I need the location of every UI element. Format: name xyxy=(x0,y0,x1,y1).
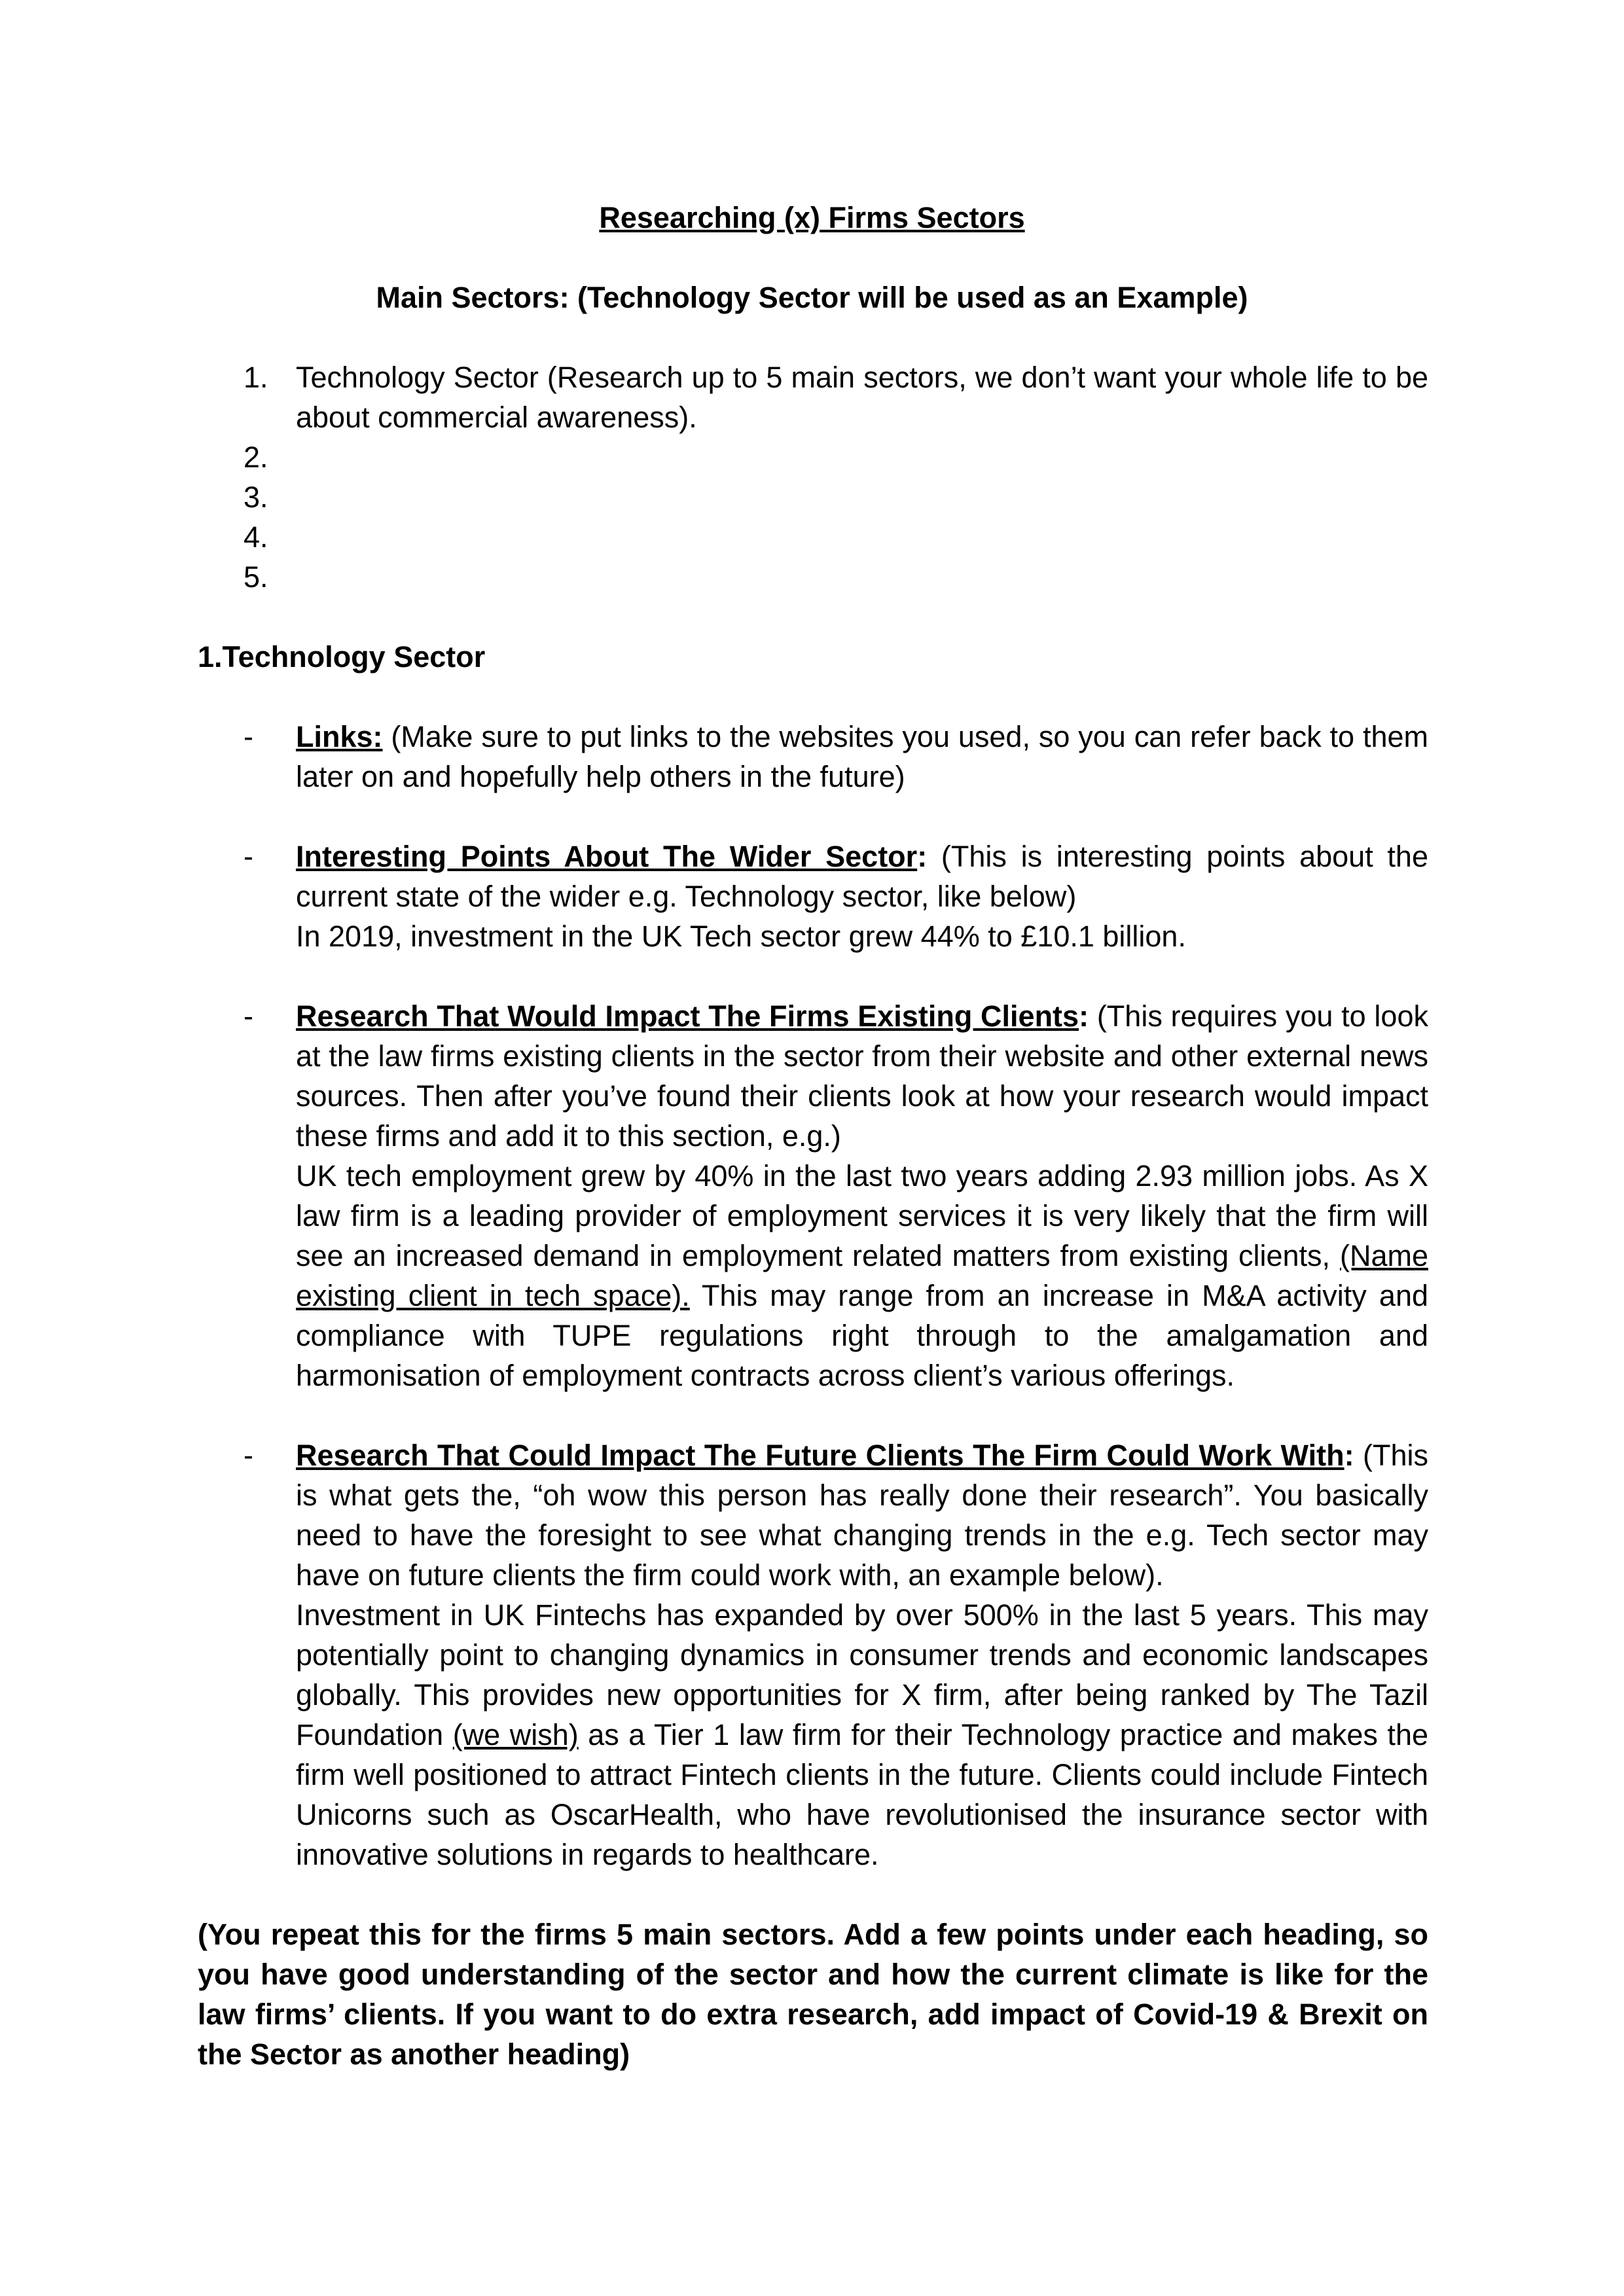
example-text: as a Tier 1 law firm for their Technology practice and makes the firm well positioned to attract Fintech clients in the future. Clients could include Fintech Unicorns such as OscarHealth, who have revolutionised the insurance sector with innovative solutions in regards to healthcare. xyxy=(296,1718,1428,1871)
bullet-links xyxy=(244,717,1428,797)
bullet-dash: - xyxy=(244,840,253,873)
bullet-heading-colon: : xyxy=(1344,1439,1354,1472)
section-heading: 1.Technology Sector xyxy=(198,640,486,673)
bullet-body xyxy=(296,836,1428,956)
list-item-number: 5. xyxy=(244,560,268,594)
bullet-intro-line xyxy=(296,836,1428,916)
sector-numbered-list xyxy=(244,357,1428,597)
bullet-body xyxy=(296,996,1428,1395)
bullet-heading: Research That Could Impact The Future Clients The Firm Could Work With xyxy=(296,1439,1344,1472)
example-text: UK tech employment grew by 40% in the last two years adding 2.93 million jobs. As X law firm is a leading provider of employment services it is very likely that the firm will see an increased demand in employment related matters from existing clients, xyxy=(296,1159,1428,1272)
bullet-body xyxy=(296,717,1428,797)
document-subtitle: Main Sectors: (Technology Sector will be used as an Example) xyxy=(376,281,1248,314)
list-item xyxy=(244,517,1428,557)
list-item xyxy=(244,557,1428,597)
bullet-heading: Links: xyxy=(296,720,383,753)
bullet-example xyxy=(296,1156,1428,1395)
list-item-number: 2. xyxy=(244,440,268,474)
bullet-future-clients xyxy=(244,1435,1428,1874)
example-text: This may range from an increase in M&A activity and compliance with TUPE regulations right through to the amalgamation and harmonisation of employment contracts across client’s various offerings. xyxy=(296,1279,1429,1392)
bullet-dash: - xyxy=(244,720,253,753)
bullet-existing-clients xyxy=(244,996,1428,1395)
bullet-example: In 2019, investment in the UK Tech sector grew 44% to £10.1 billion. xyxy=(296,920,1186,953)
bullet-example xyxy=(296,1595,1428,1874)
list-item xyxy=(244,357,1428,437)
bullet-intro-line xyxy=(296,1435,1428,1595)
example-underlined: (we wish) xyxy=(452,1718,579,1751)
bullet-body xyxy=(296,1435,1428,1874)
list-item xyxy=(244,437,1428,477)
example-text: Investment in UK Fintechs has expanded by over 500% in the last 5 years. This may potentially point to changing dynamics in consumer trends and economic landscapes globally. This provides new opportunities for X firm, after being ranked by The Tazil Foundation xyxy=(296,1598,1428,1751)
bullet-intro: (This is what gets the, “oh wow this person has really done their research”. You basically need to have the foresight to see what changing trends in the e.g. Tech sector may have on future clients the firm could work with, an example below). xyxy=(296,1439,1428,1592)
bullet-heading: Research That Would Impact The Firms Existing Clients xyxy=(296,999,1079,1033)
bullet-intro: (Make sure to put links to the websites you used, so you can refer back to them later on and hopefully help others in the future) xyxy=(296,720,1428,793)
closing-note: (You repeat this for the firms 5 main sectors. Add a few points under each heading, so you have good understanding of the sector and how the current climate is like for the law firms’ clients. If you want to do extra research, add impact of Covid-19 & Brexit on the Sector as another heading) xyxy=(198,1918,1428,2071)
list-item-text: Technology Sector (Research up to 5 main sectors, we don’t want your whole life to be about commercial awareness). xyxy=(296,361,1428,434)
bullet-heading: Interesting Points About The Wider Sector xyxy=(296,840,918,873)
bullet-heading-colon: : xyxy=(1079,999,1089,1033)
list-item-number: 1. xyxy=(244,361,268,394)
bullet-intro-line xyxy=(296,996,1428,1156)
document-title: Researching (x) Firms Sectors xyxy=(599,201,1025,234)
bullet-dash: - xyxy=(244,1439,253,1472)
list-item-number: 3. xyxy=(244,480,268,514)
list-item-number: 4. xyxy=(244,520,268,554)
bullet-heading-colon: : xyxy=(917,840,928,873)
bullet-wider-sector xyxy=(244,836,1428,956)
example-underlined: (Name existing client in tech space). xyxy=(296,1239,1428,1312)
bullet-intro: (This requires you to look at the law firms existing clients in the sector from their website and other external news sources. Then after you’ve found their clients look at how your research would impact these firms and add it to this section, e.g.) xyxy=(296,999,1428,1153)
bullet-dash: - xyxy=(244,999,253,1033)
list-item xyxy=(244,477,1428,517)
bullet-intro: (This is interesting points about the current state of the wider e.g. Technology sector, like below) xyxy=(296,840,1428,913)
